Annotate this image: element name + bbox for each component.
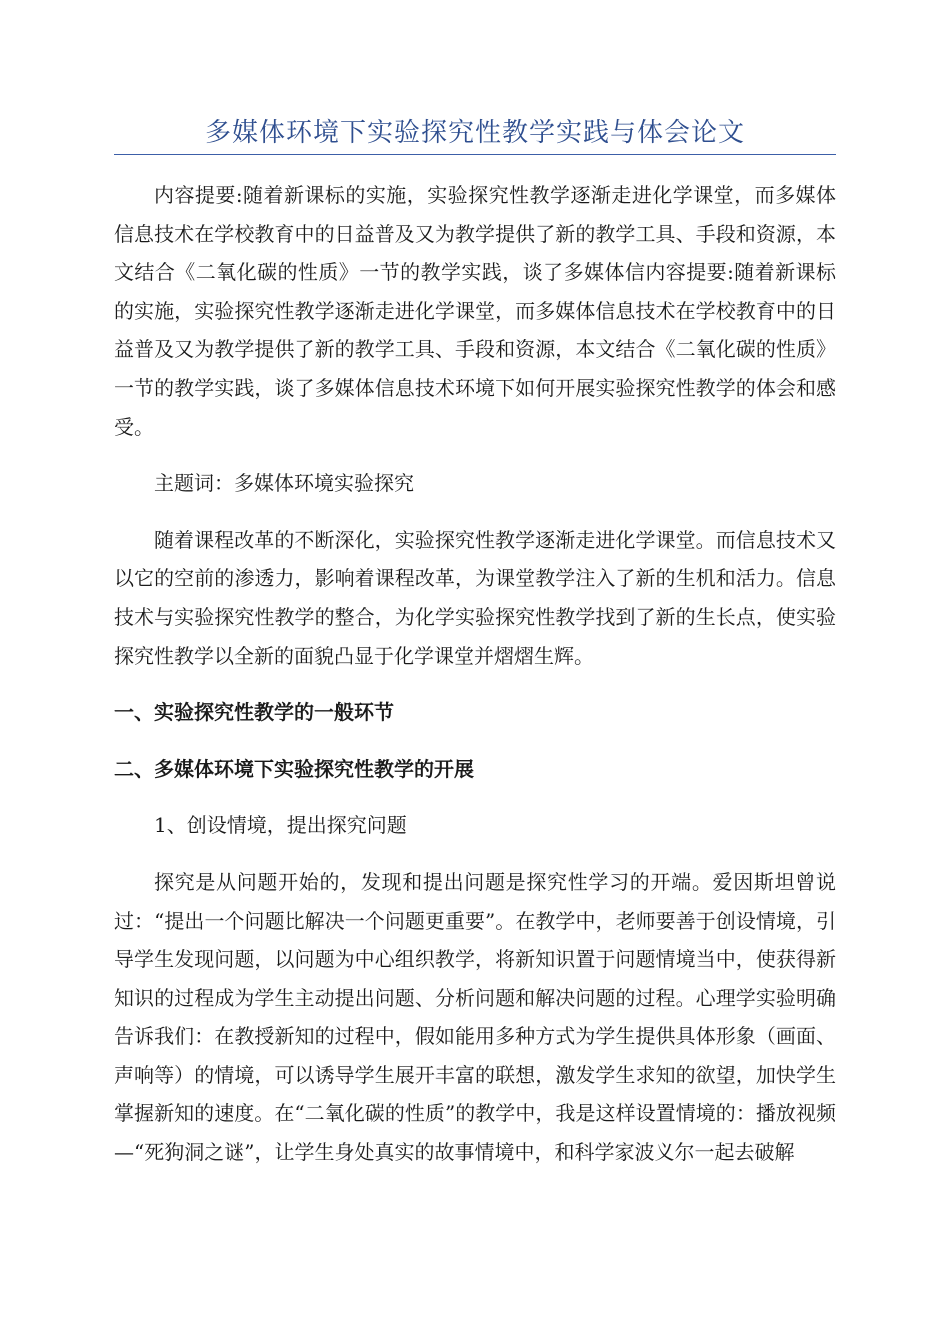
section-heading-1: 一、实验探究性教学的一般环节 [114,700,394,725]
body-paragraph-1: 探究是从问题开始的，发现和提出问题是探究性学习的开端。爱因斯坦曾说过：“提出一个问题比解决一个问题更重要”。在教学中，老师要善于创设情境，引导学生发现问题，以问题为中心组织教学，将新知识置于问题情境当中，使获得新知识的过程成为学生主动提出问题、分析问题和解决问题的过程。心理学实验明确告诉我们：在教授新知的过程中，假如能用多种方式为学生提供具体形象（画面、声响等）的情境，可以诱导学生展开丰富的联想，激发学生求知的欲望，加快学生掌握新知的速度。在“二氧化碳的性质”的教学中，我是这样设置情境的：播放视频—“死狗洞之谜”，让学生身处真实的故事情境中，和科学家波义尔一起去破解 [114,869,836,1165]
intro-paragraph: 随着课程改革的不断深化，实验探究性教学逐渐走进化学课堂。而信息技术又以它的空前的渗透力，影响着课程改革，为课堂教学注入了新的生机和活力。信息技术与实验探究性教学的整合，为化学实验探究性教学找到了新的生长点，使实验探究性教学以全新的面貌凸显于化学课堂并熠熠生辉。 [114,527,836,668]
document-title: 多媒体环境下实验探究性教学实践与体会论文 [204,118,745,148]
section-heading-2: 二、多媒体环境下实验探究性教学的开展 [114,756,474,781]
keywords-paragraph: 主题词：多媒体环境实验探究 [154,471,414,496]
subsection-heading-1: 1、创设情境，提出探究问题 [154,813,407,838]
abstract-paragraph: 内容提要:随着新课标的实施，实验探究性教学逐渐走进化学课堂，而多媒体信息技术在学校教育中的日益普及又为教学提供了新的教学工具、手段和资源，本文结合《二氧化碳的性质》一节的教学实践，谈了多媒体信内容提要:随着新课标的实施，实验探究性教学逐渐走进化学课堂，而多媒体信息技术在学校教育中的日益普及又为教学提供了新的教学工具、手段和资源，本文结合《二氧化碳的性质》一节的教学实践，谈了多媒体信息技术环境下如何开展实验探究性教学的体会和感受。 [114,183,836,439]
document-body [114,176,836,1190]
title-underline [114,154,836,155]
